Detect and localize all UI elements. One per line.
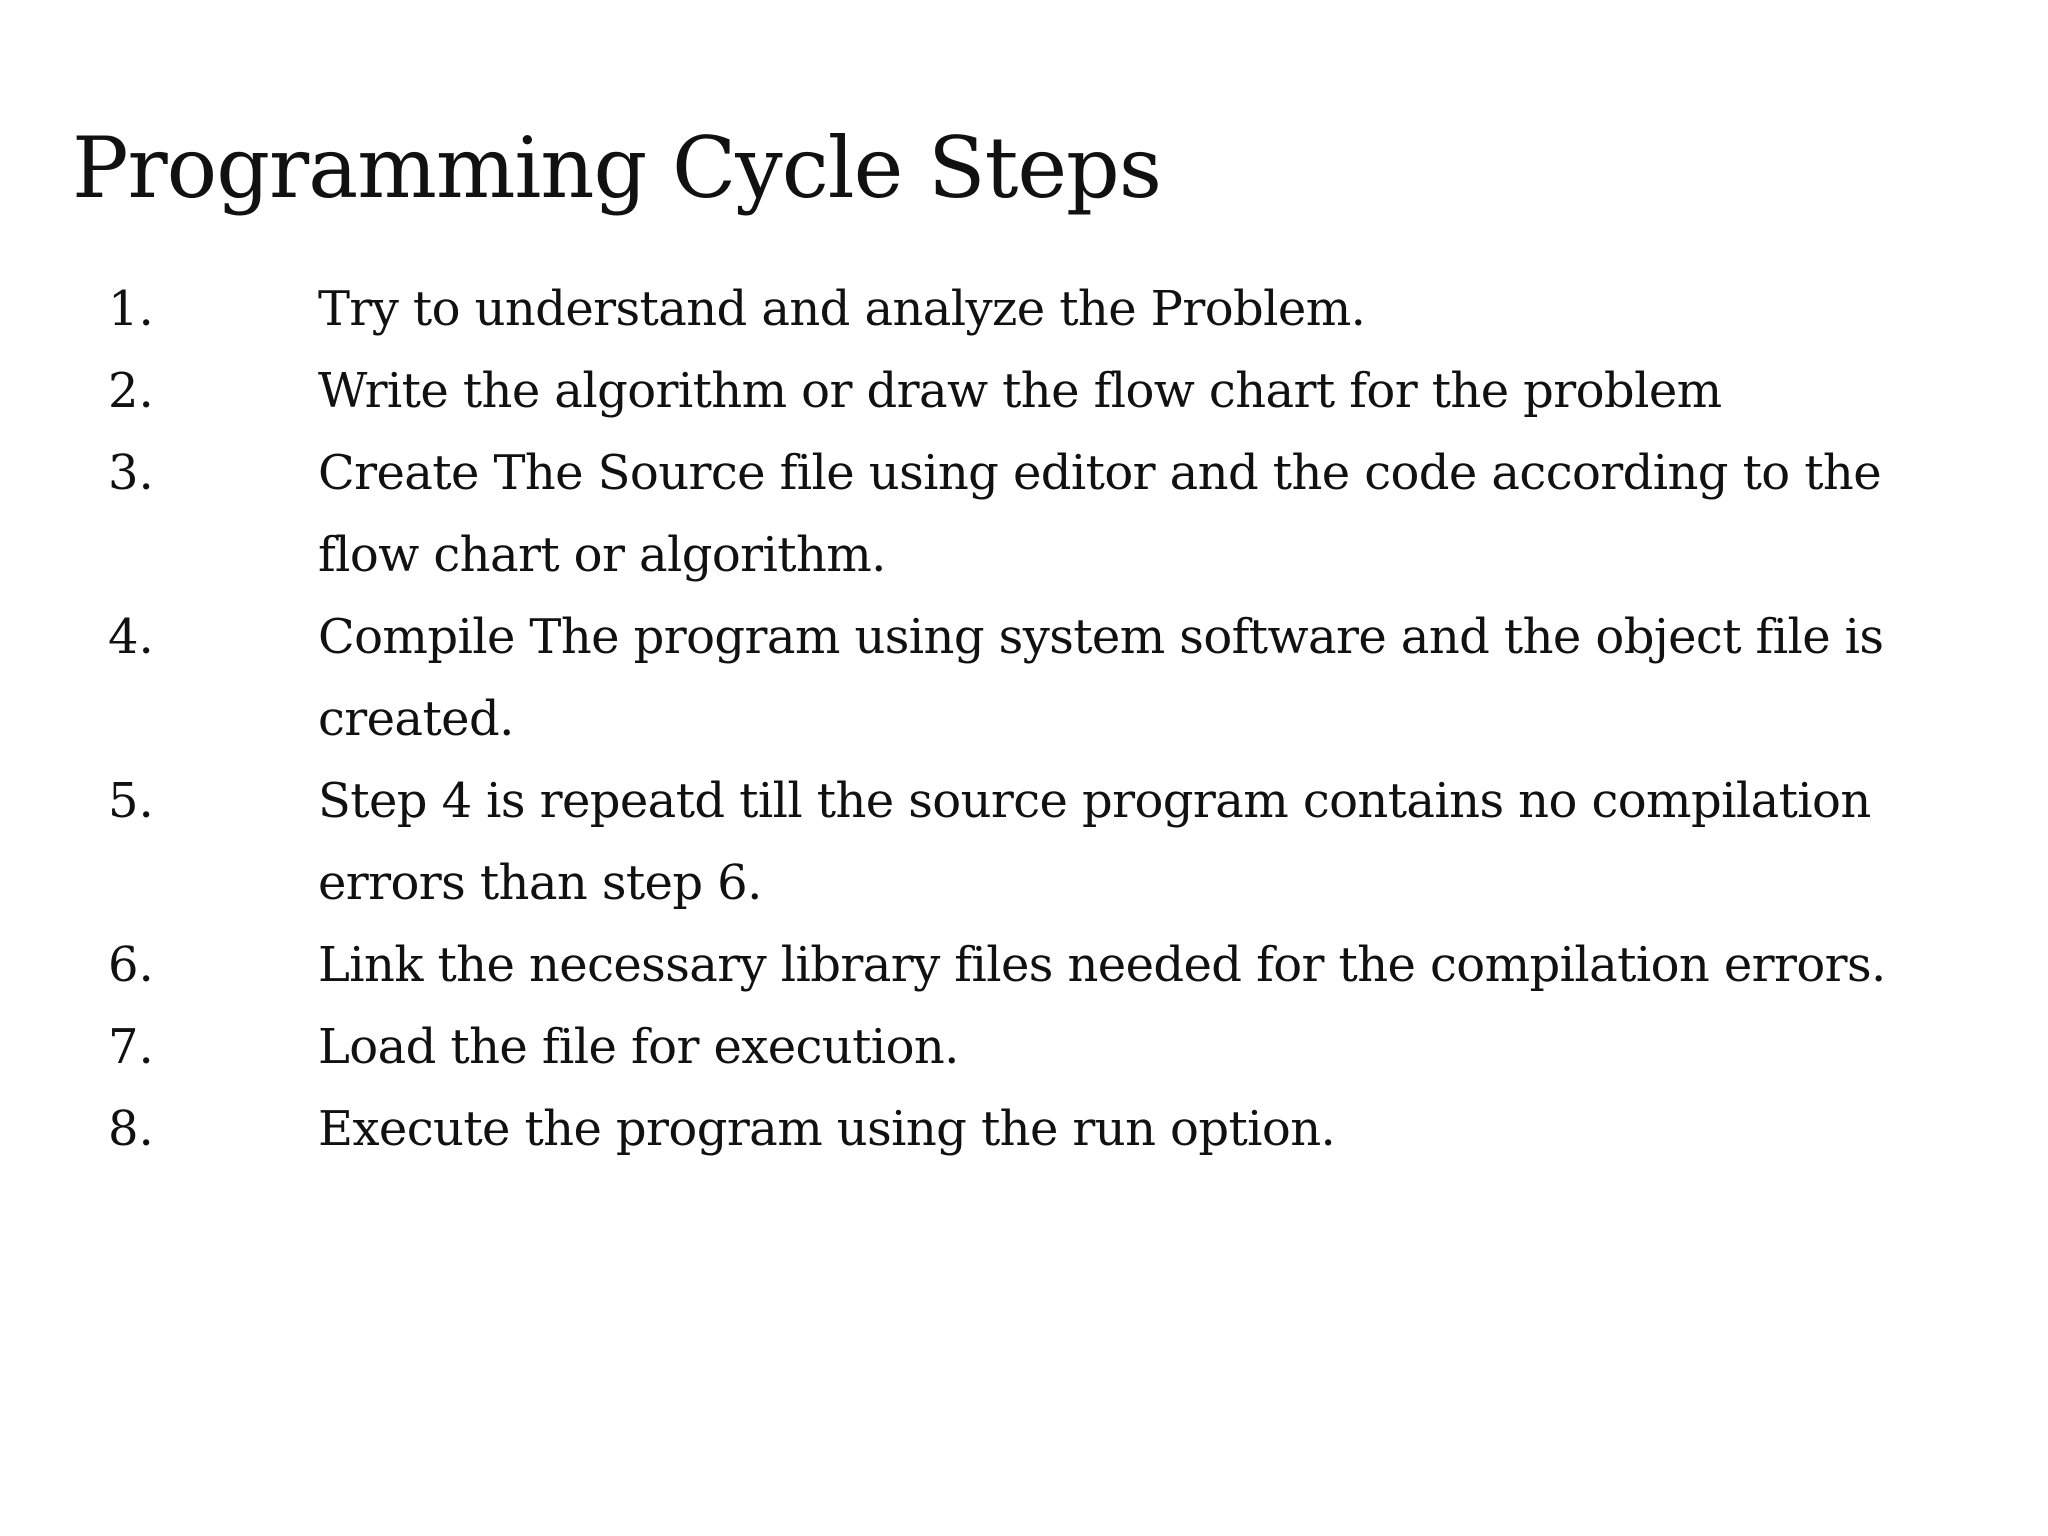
step-item-2 [0, 350, 2048, 432]
step-text: Load the file for execution. [318, 1019, 959, 1075]
step-text: Execute the program using the run option. [318, 1101, 1336, 1157]
slide-title: Programming Cycle Steps [72, 119, 1161, 217]
step-number: 8. [108, 1101, 154, 1157]
step-item-3 [0, 432, 2048, 596]
step-text: Create The Source file using editor and the code according to the flow chart or algorithm. [318, 445, 1882, 583]
step-item-4 [0, 596, 2048, 760]
step-number: 6. [108, 937, 154, 993]
step-text: Write the algorithm or draw the flow chart for the problem [318, 363, 1722, 419]
step-number: 2. [108, 363, 154, 419]
step-number: 4. [108, 609, 154, 665]
step-item-8 [0, 1088, 2048, 1170]
step-number: 5. [108, 773, 154, 829]
step-item-6 [0, 924, 2048, 1006]
step-text: Link the necessary library files needed for the compilation errors. [318, 937, 1886, 993]
step-list [0, 268, 2048, 1170]
step-text: Try to understand and analyze the Problem. [318, 281, 1366, 337]
step-text: Step 4 is repeatd till the source program contains no compilation errors than step 6. [318, 773, 1871, 911]
step-item-7 [0, 1006, 2048, 1088]
step-number: 1. [108, 281, 154, 337]
step-number: 7. [108, 1019, 154, 1075]
step-number: 3. [108, 445, 154, 501]
step-item-5 [0, 760, 2048, 924]
step-text: Compile The program using system software and the object file is created. [318, 609, 1884, 747]
step-item-1 [0, 268, 2048, 350]
